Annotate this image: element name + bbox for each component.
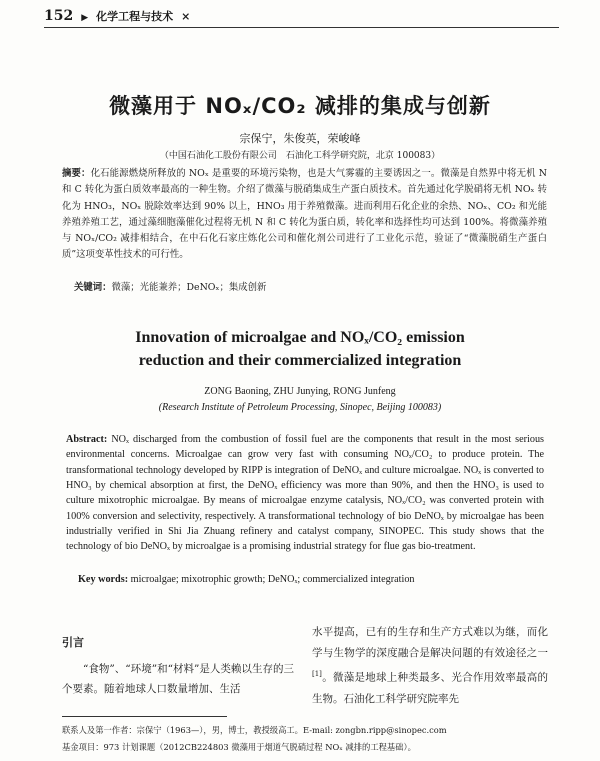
english-keywords-text: microalgae; mixotrophic growth; DeNOₓ; commercialized integration: [130, 574, 415, 585]
citation-ref[interactable]: [1]: [312, 670, 322, 678]
english-keywords-label: Key words:: [78, 574, 129, 585]
english-title-line1: Innovation of microalgae and NOₓ/CO₂ emission: [135, 329, 465, 346]
chinese-title: 微藻用于 NOₓ/CO₂ 减排的集成与创新: [109, 94, 491, 118]
header-mark: ×: [181, 10, 191, 23]
journal-name: 化学工程与技术: [96, 10, 174, 23]
english-abstract-label: Abstract:: [66, 434, 108, 445]
chinese-affiliation: （中国石油化工股份有限公司 石油化工科学研究院，北京 100083）: [159, 151, 441, 161]
chinese-keywords: [74, 279, 554, 293]
chinese-keywords-label: 关键词：: [74, 282, 112, 293]
english-affiliation: (Research Institute of Petroleum Processing, Sinopec, Beijing 100083): [158, 402, 442, 413]
english-title: [0, 326, 600, 372]
body-left-column: “食物”、“环境”和“材料”是人类赖以生存的三个要素。随着地球人口数量增加、生活: [62, 663, 294, 695]
header-rule: [44, 27, 559, 28]
english-title-line2: reduction and their commercialized integration: [138, 352, 462, 369]
section-heading-introduction: 引言: [62, 636, 84, 649]
body-right-tail: 。微藻是地球上种类最多、光合作用效率最高的生物。石油化工科学研究院率先: [312, 671, 548, 705]
running-header: [44, 8, 564, 26]
footnote-funding: 基金项目：973 计划课题（2012CB224803 微藻用于烟道气脱硝过程 NOₓ 减排的工程基础）。: [62, 742, 416, 752]
chinese-abstract: [62, 166, 547, 264]
triangle-icon: ▶: [81, 13, 89, 23]
footnote-rule: [62, 716, 227, 717]
chinese-abstract-text: 化石能源燃烧所释放的 NOₓ 是重要的环境污染物，也是大气雾霾的主要诱因之一。微藻是自然界中将无机 N 和 C 转化为蛋白质效率最高的一种生物。介绍了微藻与脱硝集成生产蛋白质技术。首先通过化学脱硝将无机 NOₓ 转化为 HNO₃，NOₓ 脱除效率达到 90% 以上，HNO₃ 用于养殖微藻。进而利用石化企业的余热、NOₓ、CO₂ 和光能养殖养殖工艺，通过藻细胞藻催化过程将无机 N 和 C 转化为蛋白质，转化率和选择性均可达到 100%。将微藻养殖与 NOₓ/CO₂ 减排相结合，在中石化石家庄炼化公司和催化剂公司进行了工业化示范，验证了“微藻脱硝生产蛋白质”这项变革性技术的可行性。: [62, 168, 547, 261]
page-number: 152: [44, 8, 74, 24]
english-abstract-text: NOₓ discharged from the combustion of fossil fuel are the components that result in the most serious environmental concerns. Microalgae can grow very fast with consuming NOₓ/CO₂ to produce protein. The transformational technology developed by RIPP is integration of DeNOₓ and culture microalgae. NOₓ is converted to HNO₃ by chemical absorption at first, the DeNOₓ efficiency was more than 90%, and then the HNO₃ is used to culture mixotrophic microalgae. By means of microalgae enzyme catalysis, NOₓ/CO₂ was converted protein with 100% conversion and selectivity, respectively. A transformational technology of bio DeNOₓ by microalgae has been industrially verified in Shi Jia Zhuang refinery and catalyst company, SINOPEC. This study shows that the technology of bio DeNOₓ by microalgae is a promising industrial strategy for flue gas bio-treatment.: [66, 434, 545, 553]
footnote-author-info: 联系人及第一作者：宗保宁（1963—），男，博士，教授级高工。E-mail: zongbn.ripp@sinopec.com: [62, 725, 447, 735]
english-keywords: [78, 574, 548, 585]
body-right-text: 水平提高，已有的生存和生产方式难以为继，而化学与生物学的深度融合是解决问题的有效途径之一: [312, 626, 548, 659]
chinese-authors: 宗保宁，朱俊英，荣峻峰: [239, 132, 361, 145]
english-authors: ZONG Baoning, ZHU Junying, RONG Junfeng: [204, 386, 396, 397]
english-abstract: [66, 432, 544, 555]
chinese-abstract-label: 摘要：: [62, 168, 91, 179]
body-right-column: [312, 622, 548, 710]
chinese-keywords-text: 微藻；光能兼养；DeNOₓ；集成创新: [111, 282, 267, 293]
